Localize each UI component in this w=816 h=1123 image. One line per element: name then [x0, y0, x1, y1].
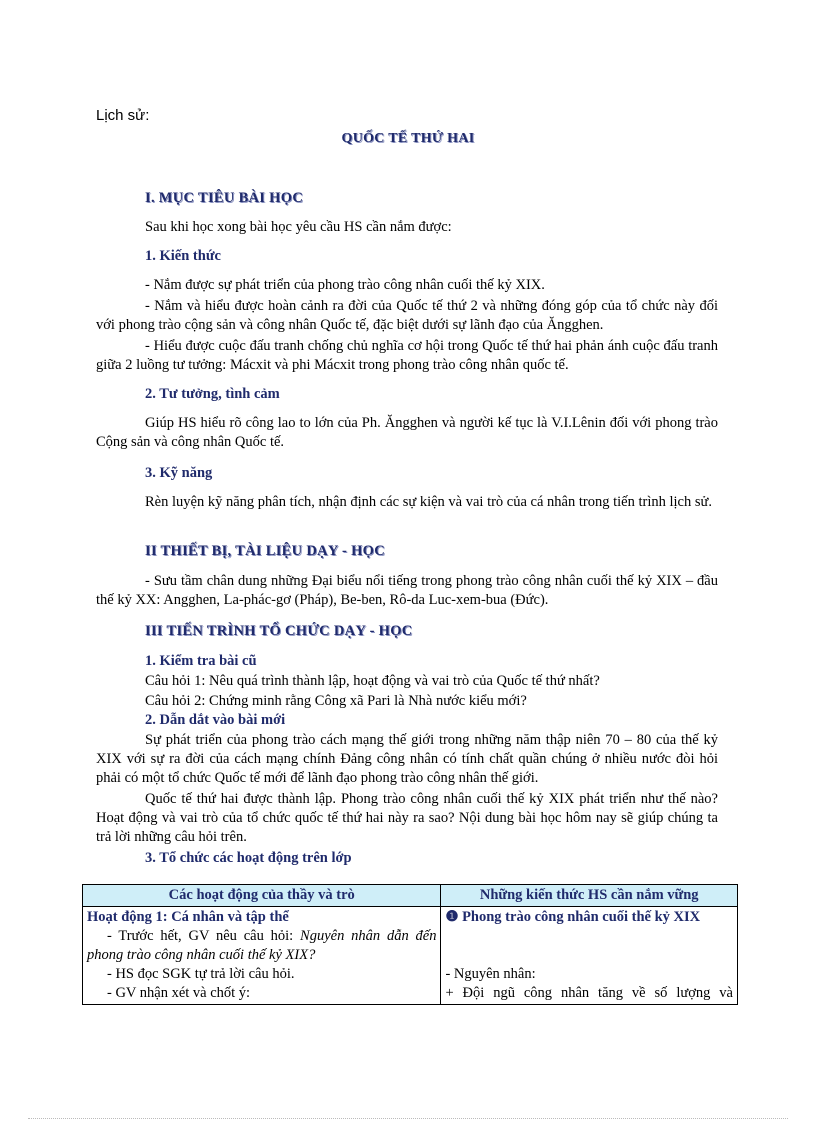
check-question-2: Câu hỏi 2: Chứng minh rằng Công xã Pari là Nhà nước kiểu mới?: [145, 693, 527, 709]
knowledge-topic-text: Phong trào công nhân cuối thế kỷ XIX: [462, 909, 701, 925]
spacer: [445, 927, 733, 965]
section-heading-process: III TIẾN TRÌNH TỔ CHỨC DẠY - HỌC: [145, 623, 413, 639]
table-header-activities: Các hoạt động của thầy và trò: [83, 885, 441, 907]
check-heading: 1. Kiểm tra bài cũ: [145, 653, 257, 669]
organize-heading: 3. Tổ chức các hoạt động trên lớp: [145, 850, 352, 866]
activity-question-text: Nguyên nhân dẫn đến phong trào công nhân cuối thế kỷ XIX?: [87, 928, 437, 963]
objectives-intro: Sau khi học xong bài học yêu cầu HS cần nắm được:: [145, 219, 452, 235]
equipment-text: - Sưu tầm chân dung những Đại biểu nổi tiếng trong phong trào công nhân cuối thế kỷ XIX – đầu thế kỷ XX: Angghen, La-phác-gơ (Pháp), Be-ben, Rô-da Luc-xem-bua (Đức).: [96, 573, 718, 608]
bullet-icon: ❶: [445, 909, 459, 925]
section-heading-objectives: I. MỤC TIÊU BÀI HỌC: [145, 190, 304, 206]
knowledge-cell: [441, 907, 738, 1005]
cause-item: + Đội ngũ công nhân tăng về số lượng và: [445, 985, 733, 1001]
activity-step: - HS đọc SGK tự trả lời câu hỏi.: [107, 966, 295, 982]
skills-text: Rèn luyện kỹ năng phân tích, nhận định các sự kiện và vai trò của cá nhân trong tiến trình lịch sử.: [145, 494, 712, 510]
skills-heading: 3. Kỹ năng: [145, 465, 213, 481]
activities-cell: [83, 907, 441, 1005]
activity-question: [87, 927, 436, 965]
knowledge-item: - Nắm và hiểu được hoàn cảnh ra đời của Quốc tế thứ 2 và những đóng góp của tổ chức này đối với phong trào cộng sản và công nhân Quốc tế, đặc biệt dưới sự lãnh đạo của Ăngghen.: [96, 298, 718, 333]
intro-lesson-heading: 2. Dẫn dắt vào bài mới: [145, 712, 286, 728]
activity-step: - GV nhận xét và chốt ý:: [107, 985, 251, 1001]
intro-lesson-paragraph: Quốc tế thứ hai được thành lập. Phong trào công nhân cuối thế kỷ XIX phát triển như thế nào? Hoạt động và vai trò của tổ chức quốc tế thứ hai này ra sao? Nội dung bài học hôm nay sẽ giúp chúng ta trả lời những câu hỏi trên.: [96, 791, 718, 845]
knowledge-heading: 1. Kiến thức: [145, 248, 221, 264]
knowledge-topic: [445, 908, 733, 927]
section-heading-equipment: II THIẾT BỊ, TÀI LIỆU DẠY - HỌC: [145, 543, 386, 559]
subject-label: Lịch sử:: [96, 107, 150, 124]
page-title: QUỐC TẾ THỨ HAI: [341, 131, 475, 146]
thought-heading: 2. Tư tưởng, tình cảm: [145, 386, 280, 402]
check-question-1: Câu hỏi 1: Nêu quá trình thành lập, hoạt động và vai trò của Quốc tế thứ nhất?: [145, 673, 600, 689]
table-header-knowledge: Những kiến thức HS cần nắm vững: [441, 885, 738, 907]
intro-lesson-paragraph: Sự phát triển của phong trào cách mạng thế giới trong những năm thập niên 70 – 80 của thế kỷ XIX với sự ra đời của cách mạng chính Đảng công nhân có tính chất quần chúng ở nhiều nước đòi hỏi phải có một tổ chức Quốc tế mới để lãnh đạo phong trào công nhân thế giới.: [96, 732, 718, 786]
thought-text: Giúp HS hiểu rõ công lao to lớn của Ph. Ăngghen và người kế tục là V.I.Lênin đối với phong trào Cộng sản và công nhân Quốc tế.: [96, 415, 718, 450]
activity-question-prefix: - Trước hết, GV nêu câu hỏi:: [107, 928, 294, 944]
lesson-table: [82, 884, 738, 1005]
knowledge-item: - Hiểu được cuộc đấu tranh chống chủ nghĩa cơ hội trong Quốc tế thứ hai phản ánh cuộc đấu tranh giữa 2 luồng tư tưởng: Mácxit và phi Mácxit trong phong trào công nhân quốc tế.: [96, 338, 718, 373]
activity-heading: Hoạt động 1: Cá nhân và tập thể: [87, 909, 289, 925]
cause-label: - Nguyên nhân:: [445, 966, 536, 982]
knowledge-item: - Nắm được sự phát triển của phong trào công nhân cuối thế kỷ XIX.: [145, 277, 545, 293]
page-divider: [28, 1118, 788, 1119]
